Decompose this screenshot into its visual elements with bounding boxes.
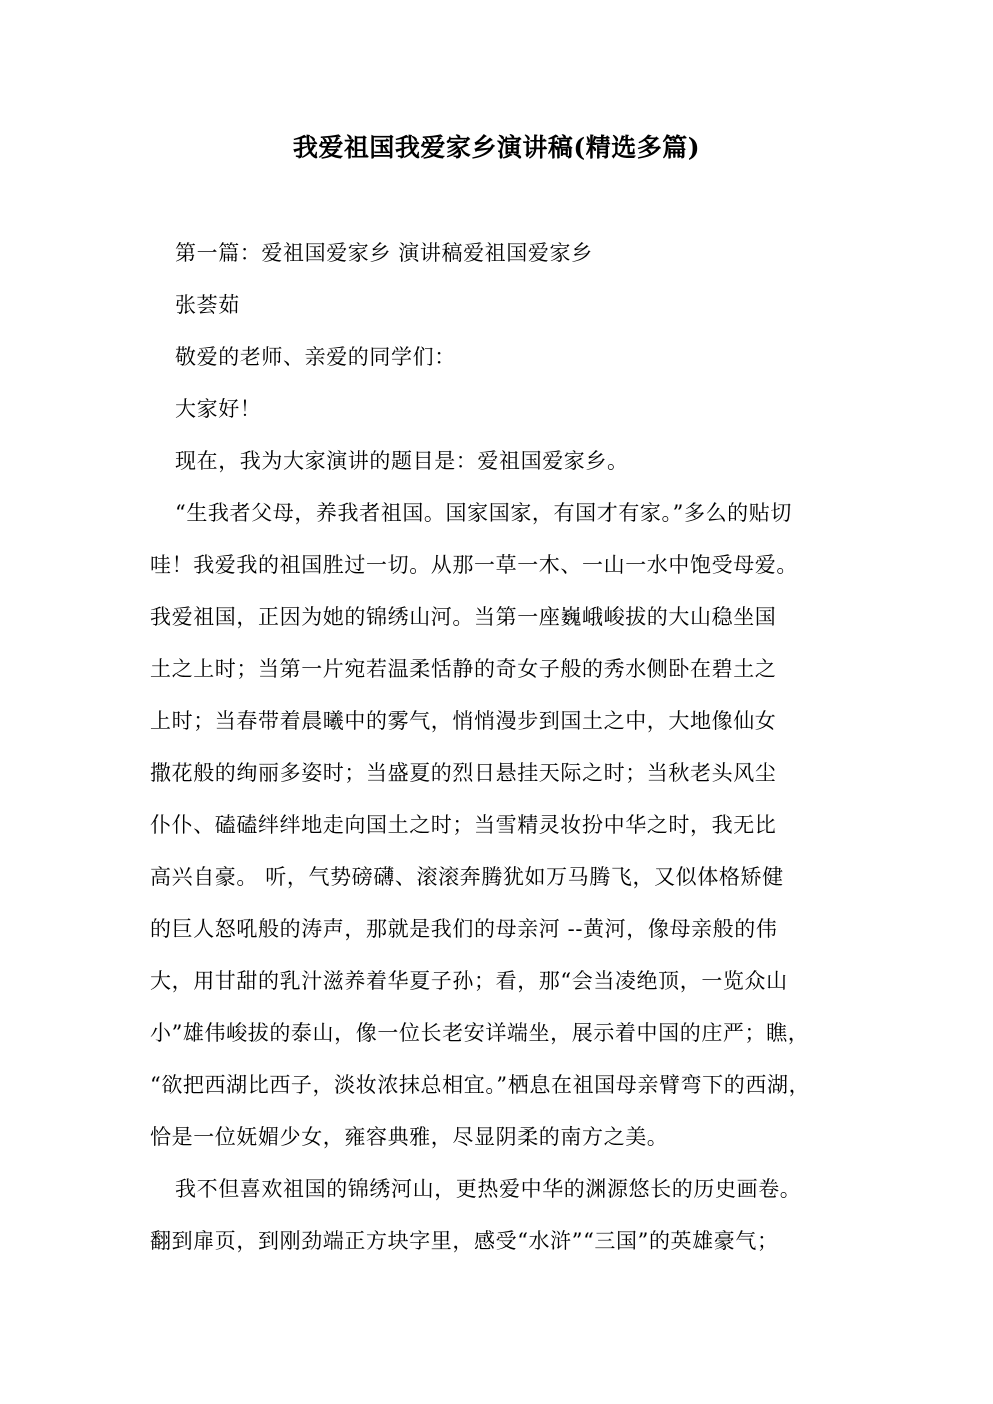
paragraph-line: 小”雄伟峻拔的泰山，像一位长老安详端坐，展示着中国的庄严；瞧， — [150, 1021, 810, 1045]
paragraph-line: 高兴自豪。 听，气势磅礴、滚滚奔腾犹如万马腾飞，又似体格矫健 — [150, 865, 784, 889]
paragraph-line: 第一篇：爱祖国爱家乡 演讲稿爱祖国爱家乡 — [175, 241, 593, 265]
paragraph-line: 翻到扉页，到刚劲端正方块字里，感受“水浒”“三国”的英雄豪气； — [150, 1229, 779, 1253]
paragraph-line: “欲把西湖比西子，淡妆浓抹总相宜。”栖息在祖国母亲臂弯下的西湖， — [150, 1073, 811, 1097]
document-title: 我爱祖国我爱家乡演讲稿(精选多篇) — [292, 133, 701, 162]
paragraph-line: 的巨人怒吼般的涛声，那就是我们的母亲河 --黄河，像母亲般的伟 — [150, 917, 778, 941]
paragraph-line: 土之上时；当第一片宛若温柔恬静的奇女子般的秀水侧卧在碧土之 — [150, 657, 777, 681]
paragraph-line: 恰是一位妩媚少女，雍容典雅，尽显阴柔的南方之美。 — [150, 1125, 669, 1149]
paragraph-line: 上时；当春带着晨曦中的雾气，悄悄漫步到国土之中，大地像仙女 — [150, 709, 777, 733]
paragraph-line: 敬爱的老师、亲爱的同学们： — [175, 345, 456, 369]
paragraph-line: 张荟茹 — [175, 293, 240, 317]
paragraph-line: 哇！我爱我的祖国胜过一切。从那一草一木、一山一水中饱受母爱。 — [150, 553, 798, 577]
paragraph-line: 我不但喜欢祖国的锦绣河山，更热爱中华的渊源悠长的历史画卷。 — [175, 1177, 802, 1201]
paragraph-line: 大家好！ — [175, 397, 262, 421]
paragraph-line: 撒花般的绚丽多姿时；当盛夏的烈日悬挂天际之时；当秋老头风尘 — [150, 761, 777, 785]
paragraph-line: 仆仆、磕磕绊绊地走向国土之时；当雪精灵妆扮中华之时，我无比 — [150, 813, 777, 837]
paragraph-line: “生我者父母，养我者祖国。国家国家，有国才有家。”多么的贴切 — [175, 501, 792, 525]
paragraph-line: 现在，我为大家演讲的题目是：爱祖国爱家乡。 — [175, 449, 629, 473]
paragraph-line: 我爱祖国，正因为她的锦绣山河。当第一座巍峨峻拔的大山稳坐国 — [150, 605, 777, 629]
paragraph-line: 大，用甘甜的乳汁滋养着华夏子孙；看，那“会当凌绝顶，一览众山 — [150, 969, 788, 993]
